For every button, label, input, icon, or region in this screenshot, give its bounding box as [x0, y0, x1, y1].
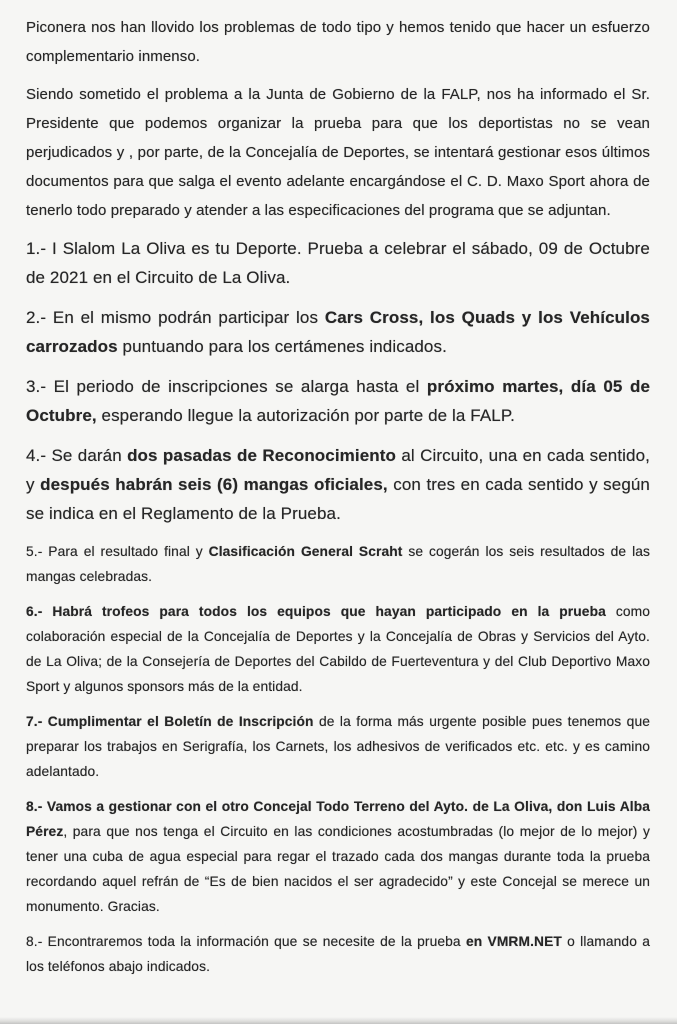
paragraph-item-7 [26, 709, 650, 784]
text-run-bold: 8.- Vamos a gestionar con el otro Concejal Todo Terreno del Ayto. de La Oliva, don Luis Alba Pérez [26, 799, 650, 839]
text-run-bold: después habrán seis (6) mangas oficiales, [40, 475, 388, 494]
text-run: 3.- El periodo de inscripciones se alarga hasta el [26, 377, 427, 396]
text-run-bold: Cars Cross, los Quads y los Vehículos carrozados [26, 308, 650, 356]
text-run-bold: en VMRM.NET [465, 934, 562, 949]
paragraph-intro-2 [26, 80, 650, 225]
text-run: 8.- Encontraremos toda la información que se necesite de la prueba [26, 934, 466, 949]
text-run-bold: 6.- Habrá trofeos para todos los equipos que hayan participado en la prueba [26, 604, 606, 619]
text-run: esperando llegue la autorización por parte de la FALP. [96, 406, 515, 425]
paragraph-item-3 [26, 372, 650, 430]
scan-bottom-edge [0, 1017, 677, 1024]
text-run: de la forma más urgente posible pues tenemos que preparar los trabajos en Serigrafía, los Carnets, los adhesivos de verificados etc. etc. y es camino adelantado. [26, 714, 651, 779]
text-run: 1.- I Slalom La Oliva es tu Deporte. Prueba a celebrar el sábado, 09 de Octubre de 2021 en el Circuito de La Oliva. [26, 239, 650, 287]
paragraph-item-8b [26, 929, 650, 979]
paragraph-item-6 [26, 599, 650, 699]
text-run-bold: dos pasadas de Reconocimiento [127, 446, 396, 465]
text-run: 5.- Para el resultado final y [26, 544, 209, 559]
text-run: como colaboración especial de la Concejalía de Deportes y la Concejalía de Obras y Servicios del Ayto. de La Oliva; de la Consejería de Deportes del Cabildo de Fuerteventura y del Club Deportivo Maxo Sport y algunos sponsors más de la entidad. [26, 604, 650, 694]
text-run: al Circuito, una en cada sentido, y [26, 446, 650, 494]
paragraph-item-1 [26, 234, 650, 292]
text-run: se cogerán los seis resultados de las mangas celebradas. [26, 544, 650, 584]
text-run-bold: próximo martes, día 05 de Octubre, [26, 377, 651, 425]
text-run-bold: 7.- Cumplimentar el Boletín de Inscripción [26, 714, 314, 729]
document-body [26, 13, 650, 979]
paragraph-item-2 [26, 303, 650, 361]
text-run: 2.- En el mismo podrán participar los [26, 308, 325, 327]
text-run: Siendo sometido el problema a la Junta de Gobierno de la FALP, nos ha informado el Sr. Presidente que podemos organizar la prueba para que los deportistas no se vean perjudicados y , por parte, de la Concejalía de Deportes, se intentará gestionar esos últimos documentos para que salga el evento adelante encargándose el C. D. Maxo Sport ahora de tenerlo todo preparado y atender a las especificaciones del programa que se adjuntan. [26, 86, 650, 219]
text-run: , para que nos tenga el Circuito en las condiciones acostumbradas (lo mejor de lo mejor) y tener una cuba de agua especial para regar el trazado cada dos mangas durante toda la prueba recordando aquel refrán de “Es de bien nacidos el ser agradecido” y este Concejal se merece un monumento. Gracias. [26, 824, 650, 914]
paragraph-item-5 [26, 539, 650, 589]
text-run: 4.- Se darán [26, 446, 128, 465]
text-run: puntuando para los certámenes indicados. [117, 337, 447, 356]
text-run-bold: Clasificación General Scraht [208, 544, 403, 559]
text-run: o llamando a los teléfonos abajo indicados. [26, 934, 650, 974]
text-run: Piconera nos han llovido los problemas de todo tipo y hemos tenido que hacer un esfuerzo complementario inmenso. [26, 19, 650, 65]
paragraph-item-8a [26, 794, 650, 919]
text-run: con tres en cada sentido y según se indica en el Reglamento de la Prueba. [26, 475, 650, 523]
paragraph-intro-1 [26, 13, 650, 71]
paragraph-item-4 [26, 441, 650, 528]
